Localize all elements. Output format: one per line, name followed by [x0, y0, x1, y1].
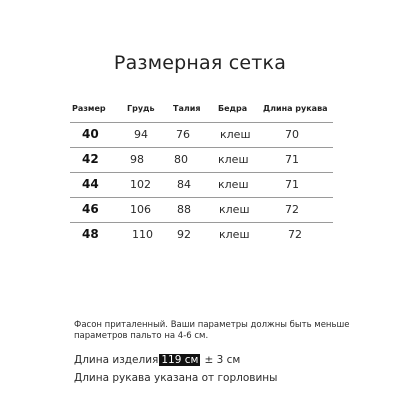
cell-size: 44	[82, 177, 99, 191]
cell-hips: клеш	[218, 178, 249, 191]
cell-sleeve-length: 72	[285, 203, 299, 216]
cell-chest: 98	[130, 153, 144, 166]
cell-hips: клеш	[218, 153, 249, 166]
cell-sleeve-length: 71	[285, 178, 299, 191]
header-size: Размер	[72, 104, 106, 113]
cell-hips: клеш	[219, 228, 250, 241]
sleeve-length-note: Длина рукава указана от горловины	[74, 372, 278, 384]
cell-size: 48	[82, 227, 99, 241]
product-length-label: Длина изделия	[74, 354, 159, 366]
cell-sleeve-length: 70	[285, 128, 299, 141]
product-length-tolerance: ± 3 см	[204, 354, 241, 366]
table-row	[70, 197, 333, 222]
cell-sleeve-length: 71	[285, 153, 299, 166]
cell-waist: 92	[177, 228, 191, 241]
fit-note: Фасон приталенный. Ваши параметры должны быть меньше параметров пальто на 4-6 см.	[74, 320, 350, 341]
cell-chest: 94	[134, 128, 148, 141]
cell-hips: клеш	[220, 128, 251, 141]
table-header-row	[70, 98, 333, 122]
cell-size: 40	[82, 127, 99, 141]
header-waist: Талия	[173, 104, 201, 113]
header-chest: Грудь	[127, 104, 155, 113]
cell-size: 46	[82, 202, 99, 216]
table-row	[70, 222, 333, 247]
cell-size: 42	[82, 152, 99, 166]
cell-sleeve-length: 72	[288, 228, 302, 241]
page-title: Размерная сетка	[113, 52, 287, 74]
cell-chest: 102	[130, 178, 151, 191]
header-hips: Бедра	[218, 104, 248, 113]
cell-waist: 76	[176, 128, 190, 141]
table-row	[70, 147, 333, 172]
size-table	[70, 98, 333, 247]
cell-chest: 106	[130, 203, 151, 216]
cell-waist: 84	[177, 178, 191, 191]
product-length-value: 119 см	[161, 354, 199, 366]
cell-waist: 80	[174, 153, 188, 166]
table-row	[70, 172, 333, 197]
cell-waist: 88	[177, 203, 191, 216]
product-length-line	[74, 354, 240, 366]
cell-hips: клеш	[219, 203, 250, 216]
cell-chest: 110	[132, 228, 153, 241]
table-row	[70, 122, 333, 147]
header-sleeve-length: Длина рукава	[263, 104, 328, 113]
